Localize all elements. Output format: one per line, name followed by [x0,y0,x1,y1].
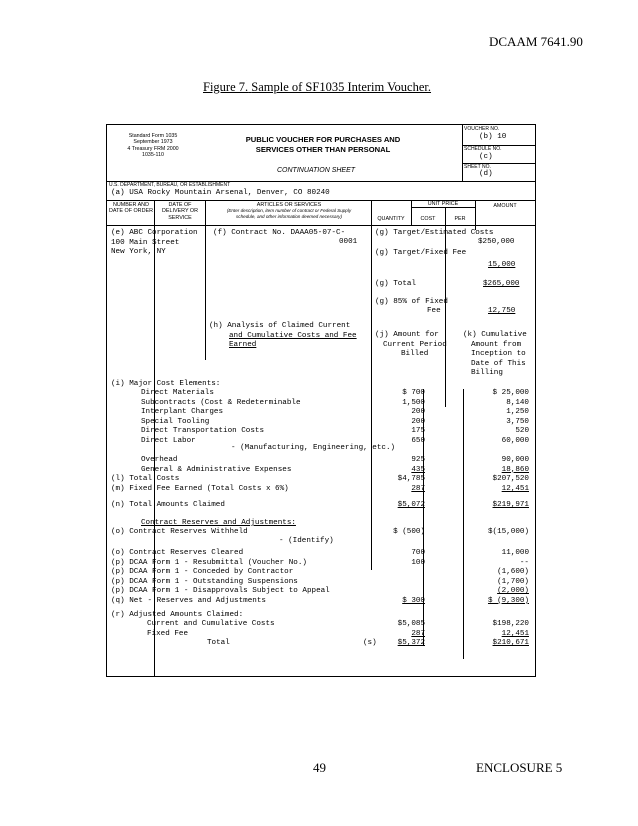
target-estimated-costs-value: $250,000 [478,238,515,246]
column-articles-sub-2: schedule, and other information deemed necessary) [236,213,342,219]
target-fixed-fee-label: (g) Target/Fixed Fee [375,249,467,257]
adjustment-cumulative-value: 11,000 [501,549,529,557]
header-box-divider [462,125,463,181]
adjusted-total-marker: (s) [363,639,377,647]
current-cumulative-costs-cumulative: $198,220 [492,620,529,628]
cost-element-cumulative-value: 1,250 [506,408,529,417]
cost-element-label: Special Tooling [141,417,210,426]
cost-element-cumulative-value: 8,140 [506,398,529,407]
adjustment-labels [111,549,330,607]
cost-element-cumulative [467,389,529,447]
cost-element-cumulative-value: $ 25,000 [492,389,529,397]
cost-element-cumulative-value: 60,000 [501,436,529,445]
current-cumulative-costs-label: Current and Cumulative Costs [147,620,275,628]
column-header-rule-bottom [107,225,535,226]
column-divider [371,200,372,570]
reserves-withheld-label: (o) Contract Reserves Withheld [111,528,248,536]
total-costs-current: $4,785 [397,475,425,483]
cost-element-current-value: $ 700 [402,389,425,397]
column-amount: AMOUNT [493,203,517,209]
adjustment-label: (p) DCAA Form 1 - Outstanding Suspensions [111,577,298,586]
current-period-line-2: Current Period [383,340,447,349]
overhead-label: Overhead [141,456,178,464]
cost-element-label: Direct Transportation Costs [141,427,265,436]
major-cost-heading: (i) Major Cost Elements: [111,380,221,388]
schedule-no-label: SCHEDULE NO. [464,146,502,152]
reserves-heading: Contract Reserves and Adjustments: [141,519,296,527]
overhead-current [375,456,425,475]
adjustment-label: (p) DCAA Form 1 - Resubmittal (Voucher No.) [111,558,307,567]
contractor-address [111,229,198,258]
adjustment-current-value: 100 [411,558,425,567]
adjusted-total-label: Total [207,639,230,647]
cost-element-cumulative-value: 520 [515,427,529,436]
cumulative-line-3: Inception to [471,350,526,358]
cost-element-current-value: 200 [411,417,425,426]
cost-element-labels [141,389,301,447]
column-divider [475,200,476,230]
standard-form-info [111,133,195,158]
target-estimated-costs-label: (g) Target/Estimated Costs [375,229,494,237]
voucher-no-value: (b) 10 [479,133,507,141]
adjustment-current-value [375,578,425,588]
overhead-cumulative-value: 90,000 [501,456,529,464]
cumulative-line-1: (k) Cumulative [463,331,527,339]
overhead-cumulative [467,456,529,475]
column-date-delivery: DATE OF DELIVERY OR SERVICE [161,202,199,221]
contractor-line: New York, NY [111,248,166,256]
overhead-cumulative-value: 18,860 [501,465,529,474]
current-period-line-1: (j) Amount for [375,331,439,339]
fixed-fee-earned-cumulative: 12,451 [501,485,529,493]
column-quantity: QUANTITY [377,216,405,222]
contractor-line: 100 Main Street [111,238,180,247]
analysis-line-3: Earned [229,341,257,349]
adjustment-cumulative-value: $ (9,300) [487,596,529,605]
fixed-fee-85-value: 12,750 [488,307,516,315]
column-divider [411,200,412,225]
cumulative-line-2: Amount from [471,340,522,349]
column-articles-sub-1: (Enter description, item number of contract or Federal Supply [226,208,352,214]
reserves-withheld-cumulative: $(15,000) [487,528,529,536]
fixed-fee-earned-current: 287 [411,485,425,493]
page-number: 49 [313,760,326,775]
continuation-sheet-label: CONTINUATION SHEET [277,167,356,174]
adjustment-cumulative-value: -- [519,558,529,567]
cost-element-label: Direct Materials [141,389,214,397]
current-cumulative-costs-current: $5,085 [397,620,425,628]
identify-note: - (Identify) [279,537,334,545]
total-value: $265,000 [483,280,520,288]
cumulative-line-5: Billing [471,369,503,377]
form-title [225,135,421,154]
fixed-fee-label: Fixed Fee [147,630,189,638]
cost-element-cumulative-value: 3,750 [506,417,529,426]
contract-number: (f) Contract No. DAAA05-07-C- [213,229,346,237]
column-number-order: NUMBER AND DATE OF ORDER [109,202,153,215]
fixed-fee-earned-label: (m) Fixed Fee Earned (Total Costs x 6%) [111,485,289,493]
sheet-no-value: (d) [479,170,493,178]
adjustment-cumulative-value: (1,700) [497,577,529,586]
cost-element-current [375,389,425,447]
total-claimed-label: (n) Total Amounts Claimed [111,501,225,509]
sf1035-voucher-form [106,124,536,677]
contractor-line: (e) ABC Corporation [111,229,198,237]
figure-caption-prefix: Figure 7. [203,80,249,94]
column-articles [207,202,371,219]
column-divider [205,200,206,360]
analysis-heading [209,322,357,351]
cost-element-current-value: 175 [411,427,425,436]
labor-note: - (Manufacturing, Engineering, etc.) [231,444,396,452]
total-costs-cumulative: $207,520 [492,475,529,483]
adjustment-label: (o) Contract Reserves Cleared [111,549,244,557]
figure-caption-text: Sample of SF1035 Interim Voucher. [251,80,432,94]
cumulative-heading [463,331,527,379]
adjustment-label: (p) DCAA Form 1 - Disapprovals Subject to Appeal [111,587,330,596]
total-claimed-current: $5,072 [397,501,425,509]
cost-element-label: Interplant Charges [141,408,224,417]
sf-line: September 1973 [133,139,173,146]
enclosure-label: ENCLOSURE 5 [476,760,563,775]
contract-number-suffix: 0001 [339,238,358,246]
adjustment-current-value [375,568,425,578]
target-fixed-fee-value: 15,000 [488,261,516,269]
cost-element-current-value: 1,500 [402,398,425,407]
overhead-label: General & Administrative Expenses [141,465,292,474]
column-divider [445,207,446,407]
amount-divider [463,389,464,659]
adjustment-label: (p) DCAA Form 1 - Conceded by Contractor [111,568,294,577]
column-unit-price: UNIT PRICE [427,201,459,207]
fixed-fee-current: 287 [411,630,425,638]
cumulative-line-4: Date of This [471,359,526,368]
overhead-labels [141,456,291,475]
overhead-current-value: 435 [411,465,425,474]
figure-caption [203,80,431,95]
overhead-current-value: 925 [411,456,425,464]
column-per: PER [454,216,466,222]
adjusted-total-cumulative: $210,671 [492,639,529,647]
analysis-line-1: (h) Analysis of Claimed Current [209,322,351,330]
total-costs-label: (l) Total Costs [111,475,180,483]
sf-line: Standard Form 1035 [128,133,178,139]
total-claimed-cumulative: $219,971 [492,501,529,509]
adjustment-cumulative-value: (1,600) [497,568,529,577]
current-period-heading [375,331,447,360]
adjusted-amounts-heading: (r) Adjusted Amounts Claimed: [111,611,244,619]
adjustment-current-value: $ 300 [402,596,425,605]
adjusted-total-current: $5,372 [397,639,425,647]
fixed-fee-85-label-2: Fee [427,307,441,315]
form-title-line-1: PUBLIC VOUCHER FOR PURCHASES AND [245,135,401,144]
voucher-no-label: VOUCHER NO. [464,126,500,132]
sf-line: 1035-110 [142,151,164,158]
adjustment-current [375,549,425,607]
adjustment-cumulative [467,549,529,607]
fixed-fee-cumulative: 12,451 [501,630,529,638]
adjustment-label: (q) Net - Reserves and Adjustments [111,596,266,605]
cost-element-label: Subcontracts (Cost & Redeterminable [141,398,301,407]
column-cost: COST [420,216,436,222]
fixed-fee-85-label: (g) 85% of Fixed [375,298,448,306]
cost-element-current-value: 650 [411,436,425,445]
adjustment-cumulative-value: (2,000) [497,587,529,596]
sf-line: 4 Treasury FRM 2000 [127,145,179,152]
total-label: (g) Total [375,280,417,288]
department-label: U.S. DEPARTMENT, BUREAU, OR ESTABLISHMENT [109,182,231,188]
document-code: DCAAM 7641.90 [489,34,583,49]
analysis-line-2: and Cumulative Costs and Fee [229,331,357,340]
sheet-no-label: SHEET NO. [464,164,491,170]
department-value: (a) USA Rocky Mountain Arsenal, Denver, CO 80240 [111,189,330,197]
column-articles-title: ARTICLES OR SERVICES [256,202,322,208]
adjustment-current-value: 700 [411,549,425,557]
schedule-no-value: (c) [479,153,493,161]
reserves-withheld-current: $ (500) [393,528,425,536]
current-period-line-3: Billed [401,350,429,358]
form-title-line-2: SERVICES OTHER THAN PERSONAL [255,144,391,154]
cost-element-current-value: 200 [411,408,425,417]
cost-element-label: Direct Labor [141,436,196,445]
adjustment-current-value [375,587,425,597]
